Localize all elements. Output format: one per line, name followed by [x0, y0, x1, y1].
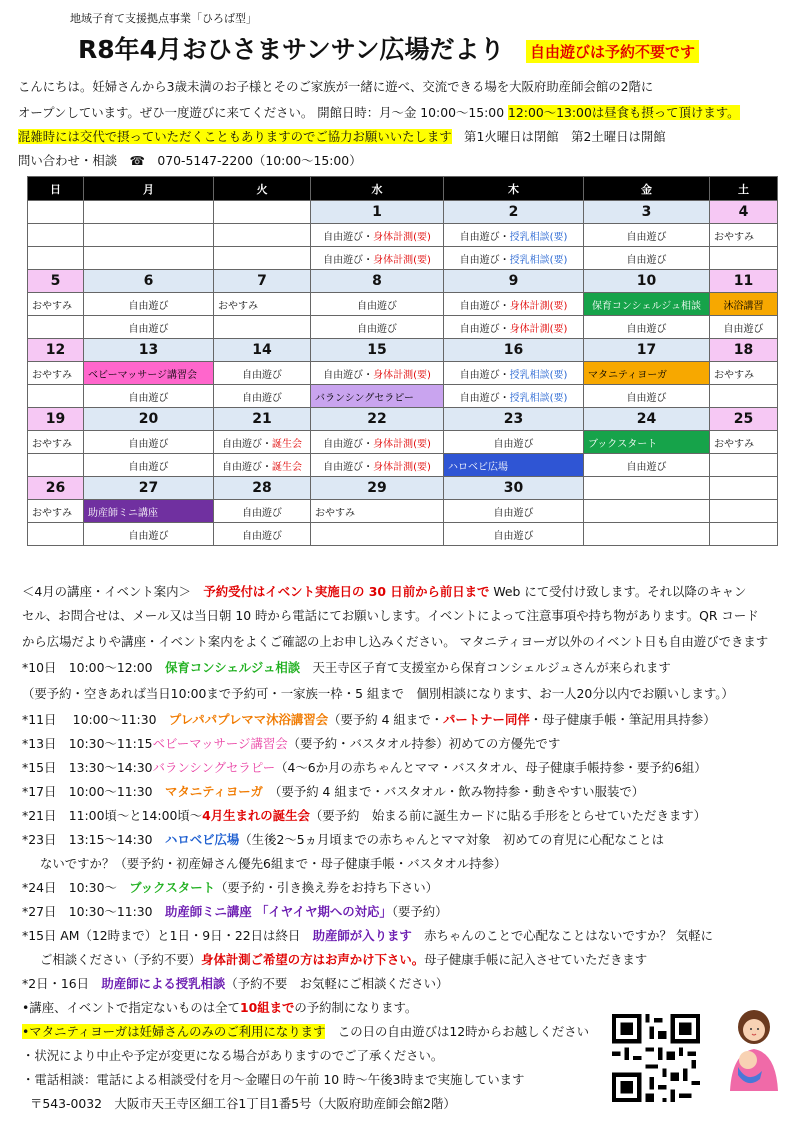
event-13: *13日 10:30～11:15ベビーマッサージ講習会（要予約・バスタオル持参）初めての方優先です	[22, 736, 561, 751]
activity-cell: ベビーマッサージ講習会	[84, 362, 214, 385]
activity-cell	[28, 247, 84, 270]
date-cell: 12	[28, 339, 84, 362]
activity-cell	[28, 385, 84, 408]
activity-cell: 自由遊び	[84, 454, 214, 477]
event-10-detail: （要予約・空きあれば当日10:00まで予約可・一家族一枠・5 組まで 個別相談になります、お一人20分以内でお願いします。）	[22, 686, 734, 701]
activity-cell: 自由遊び	[710, 316, 778, 339]
activity-cell: おやすみ	[710, 362, 778, 385]
date-cell: 15	[311, 339, 444, 362]
calendar-activity-row	[28, 431, 778, 454]
date-cell: 10	[584, 270, 710, 293]
activity-cell: 自由遊び・身体計測(要)	[311, 454, 444, 477]
calendar-date-row	[28, 408, 778, 431]
activity-cell: おやすみ	[311, 500, 444, 523]
activity-cell: 自由遊び	[444, 431, 584, 454]
date-cell: 5	[28, 270, 84, 293]
event-21: *21日 11:00頃～と14:00頃～4月生まれの誕生会（要予約 始まる前に誕生カードに貼る手形をとらせていただきます）	[22, 808, 707, 823]
weekday-header-row	[28, 177, 778, 201]
calendar-date-row	[28, 270, 778, 293]
activity-cell: 自由遊び・授乳相談(要)	[444, 385, 584, 408]
activity-cell: 自由遊び・身体計測(要)	[444, 293, 584, 316]
date-cell: 3	[584, 201, 710, 224]
event-15: *15日 13:30～14:30バランシングセラピー（4～6か月の赤ちゃんとママ・バスタオル、母子健康手帳持参・要予約6組）	[22, 760, 707, 775]
activity-cell	[584, 523, 710, 546]
event-breastfeeding: *2日・16日 助産師による授乳相談（予約不要 お気軽にご相談ください）	[22, 976, 449, 991]
date-cell: 16	[444, 339, 584, 362]
activity-cell: おやすみ	[28, 431, 84, 454]
date-cell: 2	[444, 201, 584, 224]
calendar-activity-row	[28, 362, 778, 385]
calendar-activity-row	[28, 385, 778, 408]
event-midwife-detail: ご相談ください（予約不要）身体計測ご希望の方はお声かけ下さい。母子健康手帳に記入させていただきます	[40, 952, 648, 967]
weekday-1: 月	[84, 177, 214, 201]
activity-cell: おやすみ	[710, 224, 778, 247]
date-cell: 27	[84, 477, 214, 500]
weekday-0: 日	[28, 177, 84, 201]
calendar-activity-row	[28, 500, 778, 523]
activity-cell	[28, 316, 84, 339]
lunch-note: 12:00～13:00は昼食も摂って頂けます。	[508, 105, 740, 120]
date-cell: 1	[311, 201, 444, 224]
activity-cell: 自由遊び	[214, 362, 311, 385]
calendar-date-row	[28, 477, 778, 500]
activity-cell: 自由遊び・授乳相談(要)	[444, 247, 584, 270]
activity-cell: 自由遊び・誕生会	[214, 431, 311, 454]
date-cell: 8	[311, 270, 444, 293]
activity-cell: ブックスタート	[584, 431, 710, 454]
weekday-5: 金	[584, 177, 710, 201]
activity-cell: バランシングセラピー	[311, 385, 444, 408]
events-intro-3: から広場だよりや講座・イベント案内をよくご確認の上お申し込みください。 マタニティヨーガ以外のイベント日も自由遊びできます	[22, 634, 769, 649]
date-cell	[214, 201, 311, 224]
activity-cell: 自由遊び	[444, 523, 584, 546]
weekday-3: 水	[311, 177, 444, 201]
activity-cell: マタニティヨーガ	[584, 362, 710, 385]
activity-cell	[710, 500, 778, 523]
activity-cell: 自由遊び	[584, 454, 710, 477]
activity-cell	[84, 224, 214, 247]
date-cell: 22	[311, 408, 444, 431]
activity-cell: 自由遊び	[84, 385, 214, 408]
activity-cell	[28, 224, 84, 247]
activity-cell: 自由遊び	[84, 293, 214, 316]
program-subtitle: 地域子育て支援拠点事業「ひろば型」	[70, 12, 257, 25]
date-cell: 29	[311, 477, 444, 500]
activity-cell	[584, 500, 710, 523]
activity-cell: 自由遊び	[584, 316, 710, 339]
calendar-activity-row	[28, 247, 778, 270]
address: 〒543-0032 大阪市天王寺区細工谷1丁目1番5号（大阪府助産師会館2階）	[30, 1096, 456, 1111]
reservation-note-badge: 自由遊びは予約不要です	[526, 40, 699, 63]
activity-cell	[710, 454, 778, 477]
activity-cell: 自由遊び・授乳相談(要)	[444, 224, 584, 247]
activity-cell: 自由遊び・身体計測(要)	[444, 316, 584, 339]
activity-cell	[214, 316, 311, 339]
date-cell: 23	[444, 408, 584, 431]
mother-baby-illustration	[720, 1005, 784, 1091]
qr-code-icon[interactable]	[612, 1014, 700, 1102]
activity-cell	[710, 385, 778, 408]
activity-cell: 自由遊び	[584, 224, 710, 247]
intro-line-2: オープンしています。ぜひ一度遊びに来てください。 開館日時：月～金 10:00～15:00 12:00～13:00は昼食も摂って頂けます。	[18, 105, 740, 120]
date-cell: 26	[28, 477, 84, 500]
note-phone-consult: ・電話相談：電話による相談受付を月～金曜日の午前 10 時～午後3時まで実施しています	[22, 1072, 525, 1087]
activity-cell: おやすみ	[710, 431, 778, 454]
activity-cell: 自由遊び・身体計測(要)	[311, 247, 444, 270]
activity-cell	[28, 523, 84, 546]
activity-cell: 自由遊び・身体計測(要)	[311, 431, 444, 454]
date-cell: 11	[710, 270, 778, 293]
calendar-activity-row	[28, 293, 778, 316]
activity-cell: 自由遊び・誕生会	[214, 454, 311, 477]
calendar-table	[27, 176, 778, 546]
activity-cell: 自由遊び・身体計測(要)	[311, 362, 444, 385]
events-intro-2: セル、お問合せは、メール又は当日朝 10 時から電話にてお願いします。イベントによって注意事項や持ち物があります。QR コード	[22, 608, 759, 623]
activity-cell	[710, 523, 778, 546]
activity-cell: ハロベビ広場	[444, 454, 584, 477]
activity-cell: 自由遊び	[444, 500, 584, 523]
intro-line-1: こんにちは。妊婦さんから3歳未満のお子様とそのご家族が一緒に遊べ、交流できる場を大阪府助産師会館の2階に	[18, 79, 654, 94]
activity-cell: おやすみ	[28, 500, 84, 523]
page-title: R8年4月おひさまサンサン広場だより	[78, 35, 505, 64]
activity-cell: 自由遊び・授乳相談(要)	[444, 362, 584, 385]
date-cell: 28	[214, 477, 311, 500]
calendar-activity-row	[28, 454, 778, 477]
date-cell: 24	[584, 408, 710, 431]
activity-cell: 自由遊び	[584, 385, 710, 408]
event-midwife: *15日 AM（12時まで）と1日・9日・22日は終日 助産師が入ります 赤ちゃんのことで心配なことはないですか？ 気軽に	[22, 928, 714, 943]
weekday-4: 木	[444, 177, 584, 201]
date-cell: 19	[28, 408, 84, 431]
activity-cell: 自由遊び	[214, 385, 311, 408]
event-11: *11日 10:00～11:30 プレパパプレママ沐浴講習会（要予約 4 組まで・パートナー同伴・母子健康手帳・筆記用具持参）	[22, 712, 716, 727]
activity-cell	[84, 247, 214, 270]
activity-cell: おやすみ	[28, 293, 84, 316]
weekday-6: 土	[710, 177, 778, 201]
crowding-note: 混雑時には交代で摂っていただくこともありますのでご協力お願いいたします	[18, 129, 452, 144]
date-cell	[28, 201, 84, 224]
activity-cell: 助産師ミニ講座	[84, 500, 214, 523]
event-27: *27日 10:30～11:30 助産師ミニ講座 「イヤイヤ期への対応」（要予約）	[22, 904, 448, 919]
activity-cell	[214, 247, 311, 270]
date-cell: 6	[84, 270, 214, 293]
date-cell: 25	[710, 408, 778, 431]
activity-cell: 保育コンシェルジュ相談	[584, 293, 710, 316]
note-maternity-yoga: •マタニティヨーガは妊婦さんのみのご利用になります この日の自由遊びは12時からお越しください	[22, 1024, 590, 1039]
activity-cell: 自由遊び	[84, 431, 214, 454]
date-cell: 9	[444, 270, 584, 293]
event-23-detail: ないですか？（要予約・初産婦さん優先6組まで・母子健康手帳・バスタオル持参）	[40, 856, 507, 871]
activity-cell: 自由遊び	[214, 500, 311, 523]
calendar-activity-row	[28, 523, 778, 546]
date-cell: 4	[710, 201, 778, 224]
activity-cell: 自由遊び	[214, 523, 311, 546]
activity-cell: 自由遊び	[84, 316, 214, 339]
event-17: *17日 10:00～11:30 マタニティヨーガ （要予約 4 組まで・バスタオル・飲み物持参・動きやすい服装で）	[22, 784, 645, 799]
date-cell	[710, 477, 778, 500]
date-cell	[84, 201, 214, 224]
date-cell: 17	[584, 339, 710, 362]
activity-cell: おやすみ	[28, 362, 84, 385]
date-cell: 30	[444, 477, 584, 500]
activity-cell: 自由遊び	[84, 523, 214, 546]
date-cell: 14	[214, 339, 311, 362]
calendar-date-row	[28, 339, 778, 362]
activity-cell: 自由遊び	[584, 247, 710, 270]
events-header: ＜4月の講座・イベント案内＞ 予約受付はイベント実施日の 30 日前から前日まで Web にて受付け致します。それ以降のキャン	[22, 584, 747, 599]
date-cell: 21	[214, 408, 311, 431]
activity-cell	[710, 247, 778, 270]
calendar-activity-row	[28, 224, 778, 247]
activity-cell: 自由遊び・身体計測(要)	[311, 224, 444, 247]
date-cell: 18	[710, 339, 778, 362]
activity-cell: 沐浴講習	[710, 293, 778, 316]
event-24: *24日 10:30～ ブックスタート（要予約・引き換え券をお持ち下さい）	[22, 880, 439, 895]
weekday-2: 火	[214, 177, 311, 201]
note-reservation-limit: •講座、イベントで指定ないものは全て10組までの予約制になります。	[22, 1000, 418, 1015]
event-10: *10日 10:00～12:00 保育コンシェルジュ相談 天王寺区子育て支援室から保育コンシェルジュさんが来られます	[22, 660, 671, 675]
activity-cell: 自由遊び	[311, 316, 444, 339]
activity-cell: 自由遊び	[311, 293, 444, 316]
activity-cell	[311, 523, 444, 546]
date-cell: 7	[214, 270, 311, 293]
date-cell: 20	[84, 408, 214, 431]
contact-line: 問い合わせ・相談 ☎ 070-5147-2200（10:00～15:00）	[18, 153, 362, 168]
activity-cell: おやすみ	[214, 293, 311, 316]
event-23: *23日 13:15～14:30 ハロベビ広場（生後2～5ヵ月頃までの赤ちゃんとママ対象 初めての育児に心配なことは	[22, 832, 664, 847]
calendar-date-row	[28, 201, 778, 224]
note-schedule-change: ・状況により中止や予定が変更になる場合がありますのでご了承ください。	[22, 1048, 444, 1063]
activity-cell	[28, 454, 84, 477]
intro-line-3: 混雑時には交代で摂っていただくこともありますのでご協力お願いいたします 第1火曜日は閉館 第2土曜日は開館	[18, 129, 666, 144]
date-cell: 13	[84, 339, 214, 362]
activity-cell	[214, 224, 311, 247]
calendar-activity-row	[28, 316, 778, 339]
date-cell	[584, 477, 710, 500]
